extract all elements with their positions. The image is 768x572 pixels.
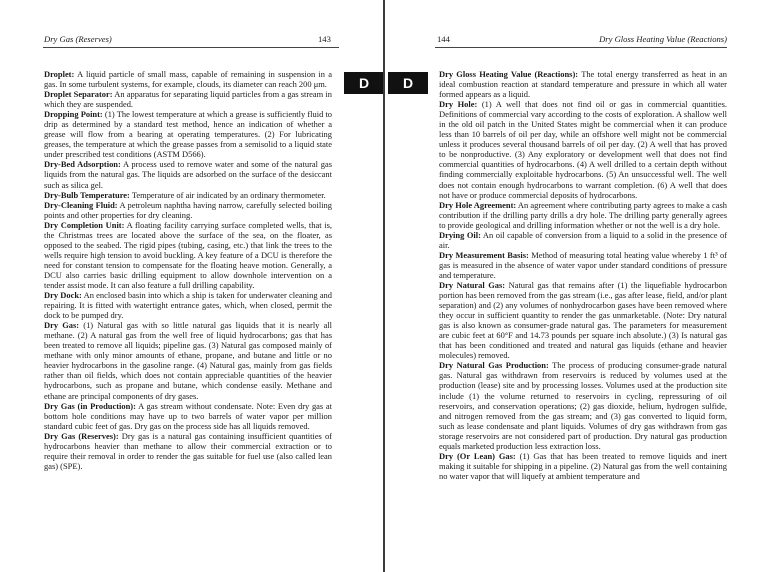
glossary-definition: A floating facility carrying surface completed wells, that is, the Christmas trees are located above the surface of the sea, on the floater, as opposed to the seabed. The rigid pipes (tubing, casing, etc.) that link the trees to the wells require high tension to avoid buckling. A key feature of a DCU is therefore the need for constant tension to compensate for the floating heave motion. Generally, a DCU also carries basic drilling equipment to allow downhole intervention on a tender assist mode. It can also feature a full drilling capability. [44,219,333,290]
glossary-entry [44,159,332,189]
glossary-definition: A petroleum naphtha having narrow, carefully selected boiling points and other properties for dry cleaning. [44,199,332,220]
glossary-term: Drying Oil: [439,229,481,240]
glossary-term: Dry-Bed Adsorption: [44,159,121,170]
glossary-definition: An agreement where contributing party agrees to make a cash contribution if the drilling party drills a dry hole. The drilling party generally agrees to provide geological and drilling information whether or not the well is a dry hole. [439,199,727,230]
glossary-definition: Dry gas is a natural gas containing insufficient quantities of hydrocarbons heavier than methane to allow their commercial extraction or to require their removal in order to render the gas suitable for fuel use (also called lean gas) (SPE). [44,430,332,471]
glossary-entry [44,431,332,471]
glossary-term: Dry Completion Unit: [44,219,125,230]
left-thumb-tab: D [344,72,384,94]
glossary-definition: An enclosed basin into which a ship is taken for underwater cleaning and repairing. It is fitted with watertight entrance gates, which, when closed, permit the dock to be pumped dry. [44,290,332,321]
glossary-term: Dry Gas (Reserves): [44,430,119,441]
right-running-title: Dry Gloss Heating Value (Reactions) [599,34,727,44]
glossary-term: Droplet Separator: [44,89,113,100]
glossary-term: Dry Gas: [44,320,80,331]
glossary-entry [44,290,332,320]
left-glossary-column [44,69,332,471]
right-page [384,0,768,572]
glossary-entry [44,401,332,431]
glossary-term: Dry Measurement Basis: [439,249,529,260]
glossary-entry [439,280,727,360]
glossary-term: Dry-Cleaning Fluid: [44,199,118,210]
glossary-term: Dry Hole: [439,99,478,110]
glossary-entry [44,220,332,290]
glossary-term: Dry Hole Agreement: [439,199,517,210]
glossary-entry [439,451,727,481]
glossary-term: Dropping Point: [44,109,103,120]
glossary-entry [44,190,332,200]
glossary-definition: A liquid particle of small mass, capable of remaining in suspension in a gas. In some turbulent systems, for example, clouds, its diameter can reach 200 μm. [44,69,332,90]
glossary-entry [439,360,727,450]
left-running-title: Dry Gas (Reserves) [44,34,112,44]
right-page-number: 144 [437,34,450,44]
glossary-definition: Temperature of air indicated by an ordinary thermometer. [129,189,326,200]
glossary-definition: Natural gas that remains after (1) the liquefiable hydrocarbon portion has been removed from the gas stream (i.e., gas after lease, field, and/or plant separation) and (2) any volumes of nonhydrocarbon gases have been removed where they occur in sufficient quantity to render the gas unmarketable. (Note: Dry natural gas is also known as consumer-grade natural gas. The parameters for measurement are cubic feet at 60°F and 14.73 pounds per square inch absolute.) (3) Is natural gas that has been conditioned and treated and natural gas liquids (ethane and heavier molecules) removed. [439,279,727,361]
right-header-rule [435,47,727,48]
glossary-definition: A process used to remove water and some of the natural gas liquids from the natural gas. The liquids are adsorbed on the surface of the desiccant such as silica gel. [44,159,332,190]
glossary-definition: (1) Gas that has been treated to remove liquids and inert making it suitable for shipping in a pipeline. (2) Natural gas from the well containing no water vapor that will liquefy at ambient temperature and [439,450,727,481]
glossary-entry [439,250,727,280]
glossary-entry [44,69,332,89]
glossary-definition: (1) A well that does not find oil or gas in commercial quantities. Definitions of commercial vary according to the costs of exploration. A shallow well in the old oil patch in the United States might be commercial when it can produce less than 10 barrels of oil per day, while an offshore well might not be commercial unless it produces several thousand barrels of oil per day. (2) A well that has proved to be nonproductive. (3) Any exploratory or development well that does not find commercial quantities of hydrocarbons. (4) A well drilled to a certain depth without finding commercially exploitable hydrocarbons. (5) An unsuccessful well. The well does not contain enough hydrocarbons to warrant completion. (6) A well that does not have or produce commercial deposits of hydrocarbons. [439,99,727,200]
glossary-definition: (1) The lowest temperature at which a grease is sufficiently fluid to drip as determined by a standard test method, hence an indication of whether a grease will flow from a bearing at operating temperatures. (2) For lubricating greases, the temperature at which the grease passes from a semisolid to a liquid state under prescribed test conditions (ASTM D566). [44,109,333,160]
glossary-term: Droplet: [44,69,75,79]
glossary-term: Dry Gloss Heating Value (Reactions): [439,69,579,79]
left-page-number: 143 [318,34,331,44]
glossary-term: Dry-Bulb Temperature: [44,189,130,200]
glossary-definition: The total energy transferred as heat in an ideal combustion reaction at standard temperature and pressure in which all water formed appears as a liquid. [439,69,727,100]
glossary-term: Dry Natural Gas Production: [439,360,549,371]
glossary-definition: An oil capable of conversion from a liquid to a solid in the presence of air. [439,229,728,250]
glossary-term: Dry (Or Lean) Gas: [439,450,516,461]
glossary-definition: A gas stream without condensate. Note: Even dry gas at bottom hole conditions may have up to two barrels of water vapor per million standard cubic feet of gas. Dry gas on the process side has all liquids removed. [44,400,332,431]
glossary-definition: Method of measuring total heating value whereby 1 ft³ of gas is measured in the absence of water vapor under standard conditions of pressure and temperature. [439,249,727,280]
glossary-term: Dry Dock: [44,290,82,301]
glossary-entry [44,200,332,220]
glossary-entry [44,109,332,159]
glossary-entry [439,200,727,230]
glossary-definition: (1) Natural gas with so little natural gas liquids that it is nearly all methane. (2) A natural gas from the well free of liquid hydrocarbons; gas that has been treated to remove all liquids; pipeline gas. (3) Natural gas composed mainly of methane with only minor amounts of ethane, propane, and butane and little or no heavier hydrocarbons in the gasoline range. (4) Natural gas, mainly from gas fields rather than oil fields, which does not contain appreciable quantities of the heavier hydrocarbons, such as propane and butane, which condense easily. Methane and ethane are principal components of dry gases. [44,320,332,401]
glossary-entry [439,69,727,99]
glossary-entry [439,230,727,250]
right-thumb-tab: D [388,72,428,94]
glossary-definition: The process of producing consumer-grade natural gas. Natural gas withdrawn from reservoirs is reduced by volumes used at the production (lease) site and by processing losses. Volumes used at the production site include (1) the volume returned to reservoirs in cycling, repressuring of oil reservoirs, and conservation operations; (2) gas dioxide, helium, hydrogen sulfide, and nitrogen removed from the gas stream; and (3) gas converted to liquid form, such as lease condensate and plant liquids. Volumes of dry gas withdrawn from gas storage reservoirs are not considered part of production. Dry natural gas production equals marketed production less extraction loss. [439,360,728,451]
glossary-term: Dry Natural Gas: [439,279,506,290]
glossary-term: Dry Gas (in Production): [44,400,136,411]
glossary-entry [44,89,332,109]
glossary-definition: An apparatus for separating liquid particles from a gas stream in which they are suspended. [44,89,332,110]
right-glossary-column [439,69,727,481]
glossary-entry [439,99,727,199]
glossary-entry [44,320,332,400]
left-header-rule [43,47,339,48]
